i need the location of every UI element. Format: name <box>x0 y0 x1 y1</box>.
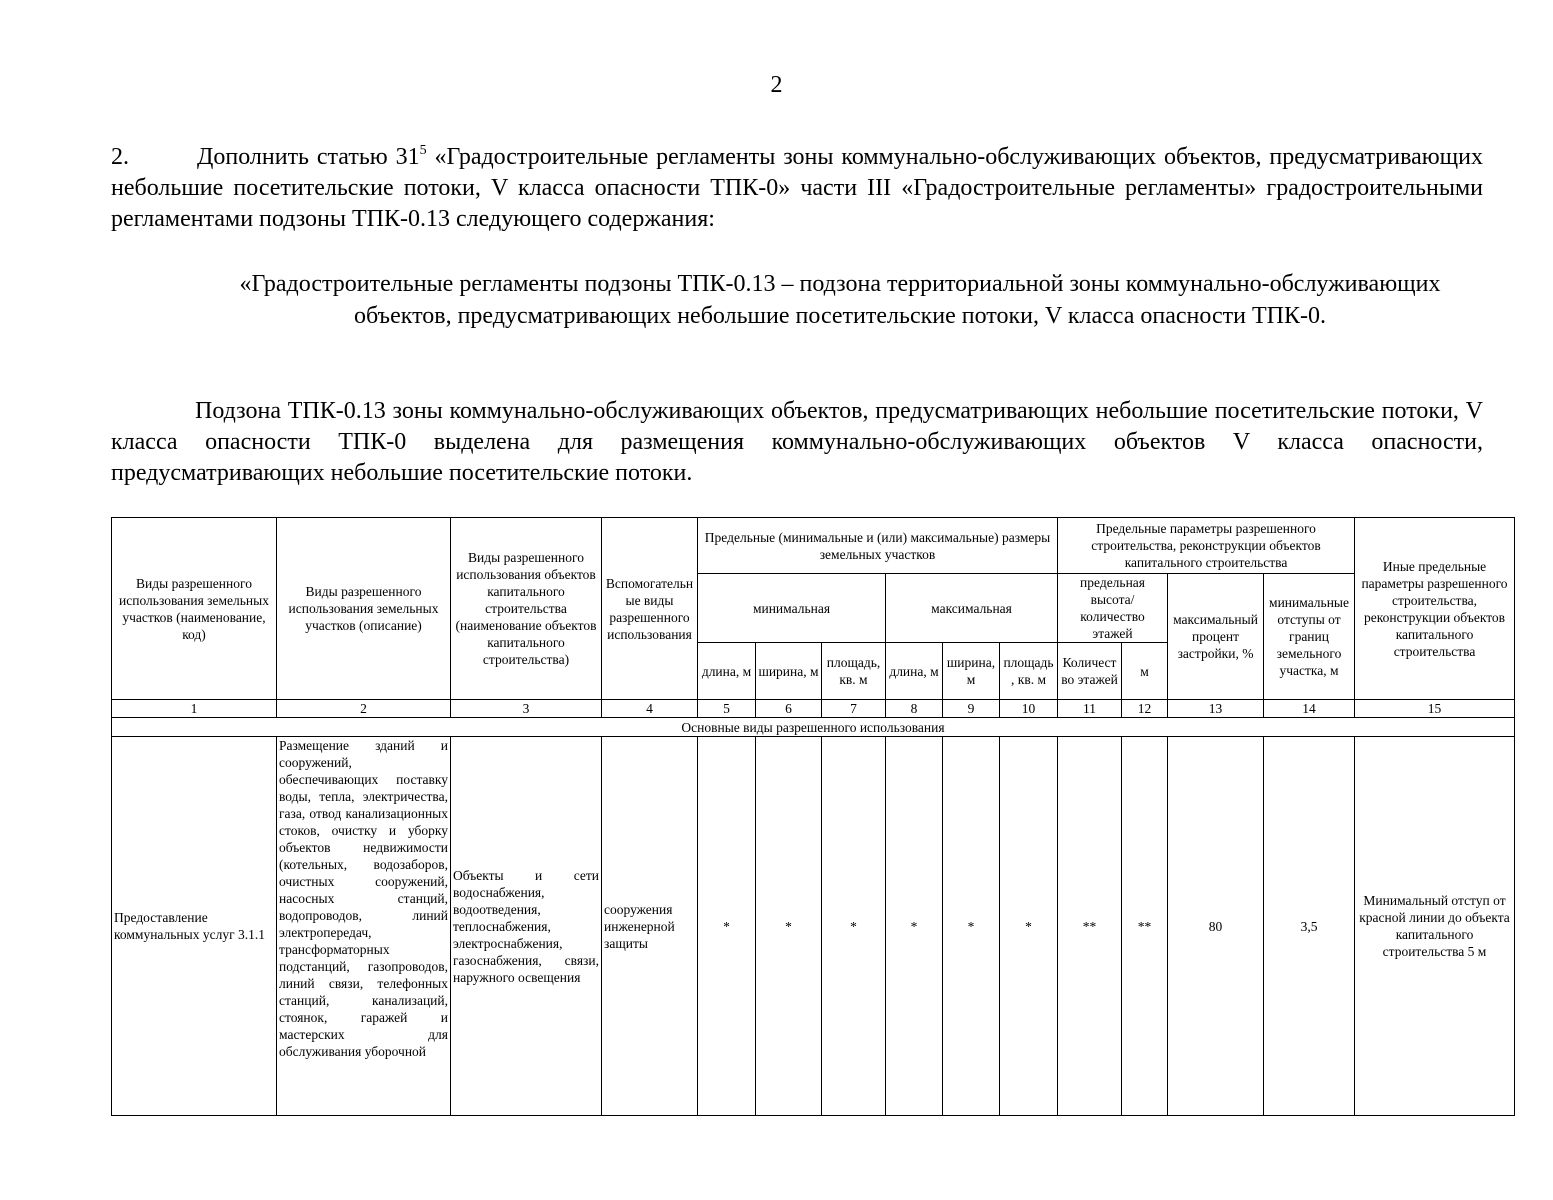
use-description: Размещение зданий и сооружений, обеспечивающих поставку воды, тепла, электричества, газа, отвод канализационных стоков, очистку и уборку объектов недвижимости (котельных, водозаборов, очистных сооружений, насосных станций, водопроводов, линий электропередач, трансформаторных подстанций, газопроводов, линий связи, телефонных станций, канализаций, стоянок, гаражей и мастерских для обслуживания уборочной <box>277 737 451 1116</box>
header-min-area: площадь, кв. м <box>822 643 886 700</box>
section-title: Основные виды разрешенного использования <box>112 718 1515 737</box>
header-maximal: максимальная <box>886 574 1058 643</box>
header-max-area: площадь, кв. м <box>1000 643 1058 700</box>
column-number: 6 <box>756 700 822 718</box>
column-number-row <box>112 700 1515 718</box>
column-number: 4 <box>602 700 698 718</box>
header-min-setback: минимальные отступы от границ земельного участка, м <box>1264 574 1355 700</box>
header-construction-limits: Предельные параметры разрешенного строительства, реконструкции объектов капитального строительства <box>1058 518 1355 574</box>
header-max-length: длина, м <box>886 643 943 700</box>
header-meters: м <box>1122 643 1168 700</box>
table-row <box>112 737 1515 1116</box>
amendment-paragraph <box>111 142 1483 235</box>
column-number: 14 <box>1264 700 1355 718</box>
paragraph-text: Дополнить статью 31 <box>197 144 420 170</box>
max-length-value: * <box>886 737 943 1116</box>
header-use-description: Виды разрешенного использования земельных участков (описание) <box>277 518 451 700</box>
column-number: 11 <box>1058 700 1122 718</box>
column-number: 13 <box>1168 700 1264 718</box>
header-other-params: Иные предельные параметры разрешенного строительства, реконструкции объектов капитального строительства <box>1355 518 1515 700</box>
max-width-value: * <box>943 737 1000 1116</box>
subzone-heading: «Градостроительные регламенты подзоны ТПК-0.13 – подзона территориальной зоны коммунально-обслуживающих объектов, предусматривающих небольшие посетительские потоки, V класса опасности ТПК-0. <box>239 271 1441 329</box>
column-number: 8 <box>886 700 943 718</box>
height-value: ** <box>1122 737 1168 1116</box>
regulations-table <box>111 517 1515 1116</box>
header-floors-count: Количество этажей <box>1058 643 1122 700</box>
column-number: 5 <box>698 700 756 718</box>
min-length-value: * <box>698 737 756 1116</box>
paragraph-text-continued: «Градостроительные регламенты зоны коммунально-обслуживающих объектов, предусматривающих небольшие посетительские потоки, V класса опасности ТПК-0» части III «Градостроительные регламенты» градостроительными регламентами подзоны ТПК-0.13 следующего содержания: <box>111 144 1483 232</box>
header-plot-size-limits: Предельные (минимальные и (или) максимальные) размеры земельных участков <box>698 518 1058 574</box>
column-number: 12 <box>1122 700 1168 718</box>
max-percent-value: 80 <box>1168 737 1264 1116</box>
header-max-width: ширина, м <box>943 643 1000 700</box>
use-name-code: Предоставление коммунальных услуг 3.1.1 <box>112 737 277 1116</box>
capital-objects: Объекты и сети водоснабжения, водоотведения, теплоснабжения, электроснабжения, газоснабжения, связи, наружного освещения <box>451 737 602 1116</box>
column-number: 7 <box>822 700 886 718</box>
column-number: 10 <box>1000 700 1058 718</box>
floors-value: ** <box>1058 737 1122 1116</box>
header-min-width: ширина, м <box>756 643 822 700</box>
column-number: 15 <box>1355 700 1515 718</box>
page-number: 2 <box>770 72 783 98</box>
subzone-description <box>111 396 1483 489</box>
min-setback-value: 3,5 <box>1264 737 1355 1116</box>
header-height-floors: предельная высота/количество этажей <box>1058 574 1168 643</box>
column-number: 1 <box>112 700 277 718</box>
header-use-name-code: Виды разрешенного использования земельных участков (наименование, код) <box>112 518 277 700</box>
other-params-value: Минимальный отступ от красной линии до объекта капитального строительства 5 м <box>1355 737 1515 1116</box>
header-min-length: длина, м <box>698 643 756 700</box>
header-capital-objects: Виды разрешенного использования объектов капитального строительства (наименование объектов капитального строительства) <box>451 518 602 700</box>
article-superscript: 5 <box>419 143 427 158</box>
max-area-value: * <box>1000 737 1058 1116</box>
header-max-percent: максимальный процент застройки, % <box>1168 574 1264 700</box>
column-number: 2 <box>277 700 451 718</box>
paragraph-number: 2. <box>111 144 129 170</box>
header-auxiliary-uses: Вспомогательные виды разрешенного использования <box>602 518 698 700</box>
header-minimal: минимальная <box>698 574 886 643</box>
column-number: 3 <box>451 700 602 718</box>
column-number: 9 <box>943 700 1000 718</box>
min-area-value: * <box>822 737 886 1116</box>
auxiliary-uses: сооружения инженерной защиты <box>602 737 698 1116</box>
subzone-description-text: Подзона ТПК-0.13 зоны коммунально-обслуживающих объектов, предусматривающих небольшие посетительские потоки, V класса опасности ТПК-0 выделена для размещения коммунально-обслуживающих объектов V класса опасности, предусматривающих небольшие посетительские потоки. <box>111 398 1483 486</box>
min-width-value: * <box>756 737 822 1116</box>
